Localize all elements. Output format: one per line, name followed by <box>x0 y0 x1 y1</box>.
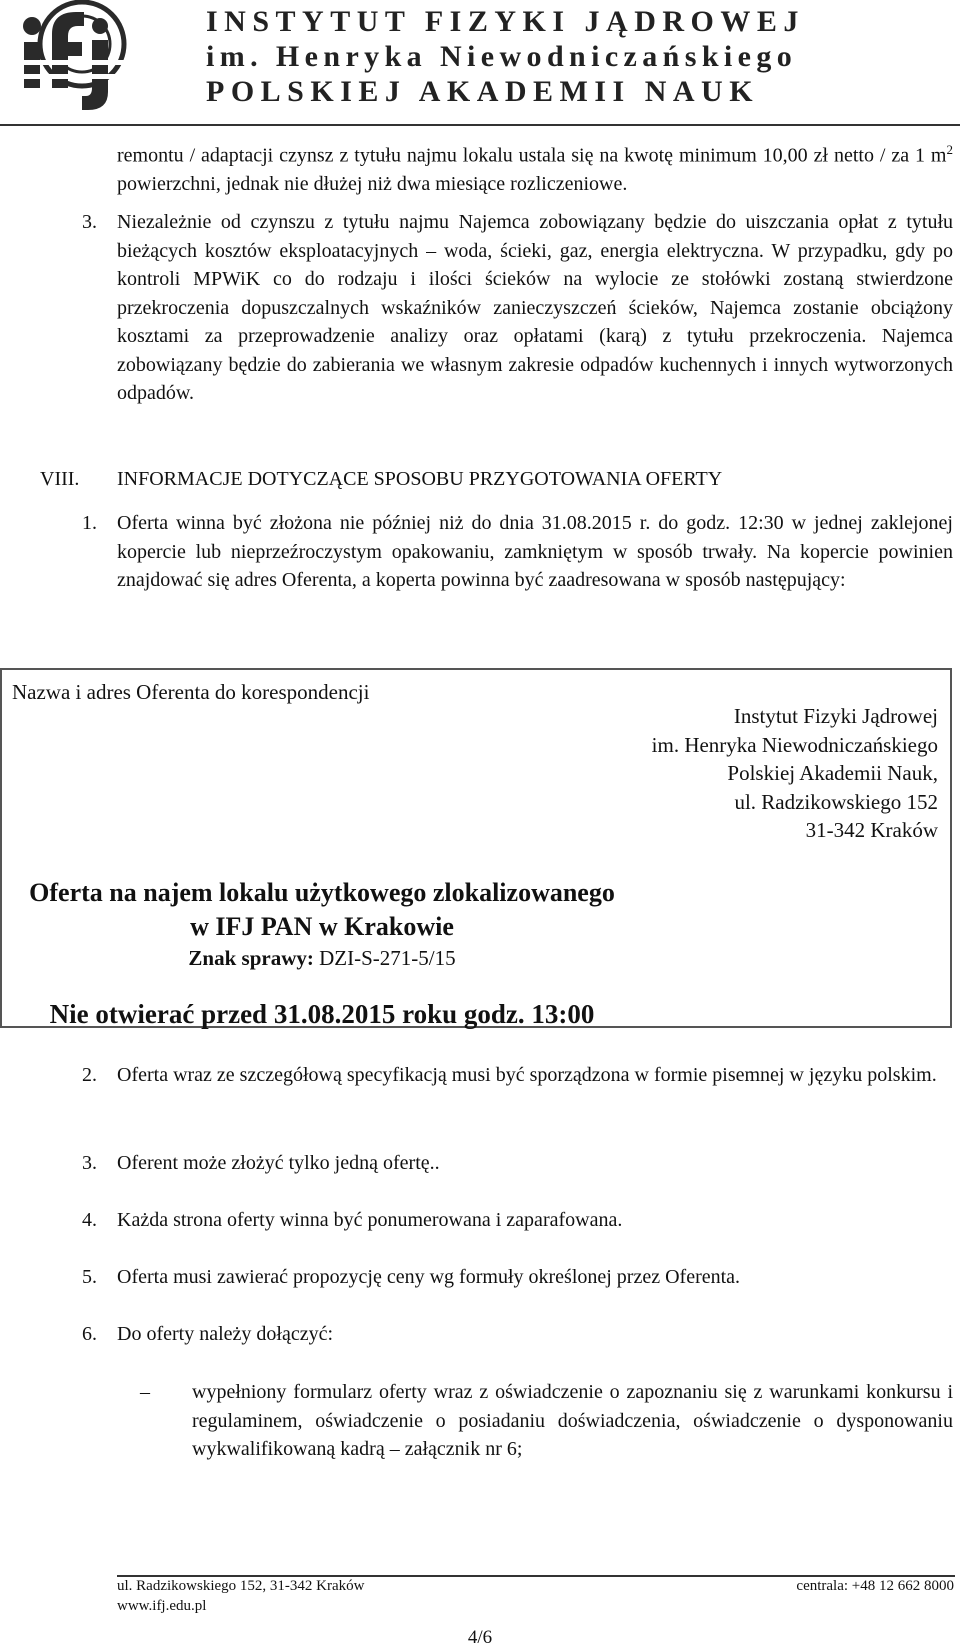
bullet-text: wypełniony formularz oferty wraz z oświadczenie o zapoznaniu się z warunkami konkursu i regulaminem, oświadczenie o posiadaniu doświadczenia, oświadczenie o dysponowaniu wykwalifikowaną kadrą – załącznik nr 6; <box>192 1381 953 1460</box>
envelope-template <box>0 668 952 1028</box>
institute-name <box>206 4 954 109</box>
item-6-text: Do oferty należy dołączyć: <box>117 1323 334 1345</box>
square-superscript: 2 <box>946 142 953 157</box>
bullet-dash: – <box>140 1381 150 1403</box>
item-3b-number: 3. <box>82 1152 97 1174</box>
rent-text-a: remontu / adaptacji czynsz z tytułu najmu lokalu ustala się na kwotę minimum 10,00 zł netto / za 1 m <box>117 144 947 167</box>
item-3b-text: Oferent może złożyć tylko jedną ofertę.. <box>117 1152 440 1174</box>
item-3-text: Niezależnie od czynszu z tytułu najmu Najemca zobowiązany będzie do uiszczania opłat z tytułu bieżących kosztów eksploatacyjnych – woda, ścieki, gaz, energia elektryczna. W przypadku, gdy po kontroli MPWiK co do rodzaju i ilości ścieków na wylocie ze stołówki zostaną stwierdzone przekroczenia dopuszczalnych wskaźników zanieczyszczeń ścieków, Najemca zostanie obciążony kosztami za przeprowadzenie analizy oraz opłatami (karą) z tytułu przekroczenia. Najemca zobowiązany będzie do zabierania we własnym zakresie odpadów kuchennych i innych wytworzonych odpadów. <box>117 211 953 404</box>
section-8-item-1-number: 1. <box>82 512 97 534</box>
sender-label: Nazwa i adres Oferenta do korespondencji <box>12 680 370 704</box>
item-2-number: 2. <box>82 1064 97 1086</box>
item-6-number: 6. <box>82 1323 97 1345</box>
footer-website[interactable]: www.ifj.edu.pl <box>117 1598 207 1614</box>
page-number: 4/6 <box>467 1627 493 1648</box>
rent-text-b: powierzchni, jednak nie dłużej niż dwa miesiące rozliczeniowe. <box>117 173 628 196</box>
address-line-2: im. Henryka Niewodniczańskiego <box>651 732 938 757</box>
item-2-text: Oferta wraz ze szczegółową specyfikacją musi być sporządzona w formie pisemnej w języku polskim. <box>117 1064 937 1086</box>
institute-line-2: im. Henryka Niewodniczańskiego <box>206 40 798 73</box>
section7-continuation <box>117 136 953 199</box>
header-rule <box>0 124 960 126</box>
item-5-text: Oferta musi zawierać propozycję ceny wg formuły określonej przez Oferenta. <box>117 1266 741 1288</box>
case-reference-value: DZI-S-271-5/15 <box>313 946 456 970</box>
case-reference <box>2 944 642 972</box>
offer-title-line-2: w IFJ PAN w Krakowie <box>190 912 454 941</box>
footer-address: ul. Radzikowskiego 152, 31-342 Kraków <box>117 1578 365 1594</box>
item-4-number: 4. <box>82 1209 97 1231</box>
offer-title-line-1: Oferta na najem lokalu użytkowego zlokalizowanego <box>29 878 615 907</box>
address-line-4: ul. Radzikowskiego 152 <box>734 789 938 814</box>
footer-phone: centrala: +48 12 662 8000 <box>796 1578 954 1594</box>
offer-heading <box>2 876 642 972</box>
recipient-address <box>652 702 938 845</box>
item-3-number: 3. <box>82 211 97 233</box>
do-not-open-notice: Nie otwierać przed 31.08.2015 roku godz. 13:00 <box>49 999 595 1029</box>
section-8-item-1-text: Oferta winna być złożona nie później niż do dnia 31.08.2015 r. do godz. 12:30 w jednej zaklejonej kopercie lub nieprzeźroczystym opakowaniu, zamkniętym w sposób trwały. Na kopercie powinien znajdować się adres Oferenta, a koperta powinna być zaadresowana w sposób następujący: <box>117 512 953 591</box>
letterhead <box>0 0 960 126</box>
section-8-number: VIII. <box>40 468 80 490</box>
address-line-5: 31-342 Kraków <box>805 818 938 842</box>
item-4-text: Każda strona oferty winna być ponumerowana i zaparafowana. <box>117 1209 623 1231</box>
ifj-logo <box>12 0 132 112</box>
address-line-3: Polskiej Akademii Nauk, <box>727 761 938 785</box>
section-8-title: INFORMACJE DOTYCZĄCE SPOSOBU PRZYGOTOWANIA OFERTY <box>117 468 723 490</box>
institute-line-1: INSTYTUT FIZYKI JĄDROWEJ <box>206 5 805 38</box>
institute-line-3: POLSKIEJ AKADEMII NAUK <box>206 75 760 108</box>
address-line-1: Instytut Fizyki Jądrowej <box>733 704 938 728</box>
item-5-number: 5. <box>82 1266 97 1288</box>
case-reference-label: Znak sprawy: <box>188 946 314 970</box>
